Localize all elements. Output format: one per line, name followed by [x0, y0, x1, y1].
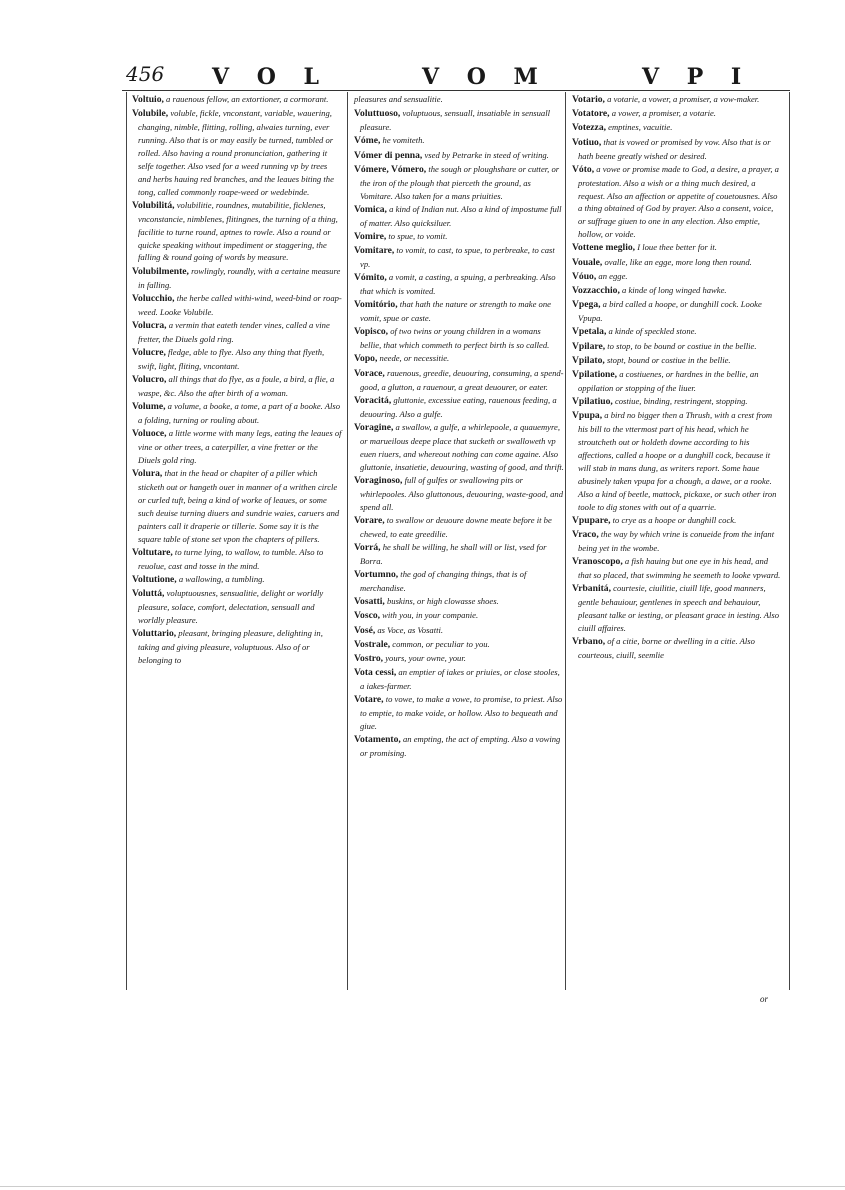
entry-definition: a kind of Indian nut. Also a kind of impostume full of matter. Also quicksiluer.	[360, 203, 562, 228]
entry-headword: Vorace,	[354, 367, 385, 379]
entry-headword: Vomitare,	[354, 245, 395, 257]
entry-headword: Voluttuoso,	[354, 108, 401, 120]
entry-definition: an emptier of iakes or priuies, or close stooles, a iakes-farmer.	[360, 667, 560, 692]
column-rule-right	[789, 92, 790, 990]
dictionary-entry	[352, 107, 564, 134]
entry-headword: Votario,	[572, 94, 605, 105]
dictionary-entry	[130, 346, 342, 373]
entry-headword: Vrbano,	[572, 636, 606, 648]
entry-headword: Voluoce,	[132, 428, 167, 440]
entry-headword: Vómito,	[354, 272, 387, 284]
dictionary-entry	[570, 270, 782, 284]
entry-definition: gluttonie, excessiue eating, rauenous feeding, a deuouring. Also a gulfe.	[360, 394, 557, 419]
entry-headword: Voluttá,	[132, 588, 165, 600]
entry-headword: Voragine,	[354, 421, 394, 433]
entry-definition: costiue, binding, restringent, stopping.	[612, 396, 748, 407]
dictionary-entry	[352, 149, 564, 163]
entry-headword: Vomire,	[354, 230, 387, 242]
entry-headword: Vpupare,	[572, 514, 611, 526]
entry-definition: to stop, to be bound or costiue in the bellie.	[605, 340, 757, 351]
entry-headword: Volucchio,	[132, 292, 175, 304]
dictionary-entry	[352, 541, 564, 568]
dictionary-entry	[130, 627, 342, 667]
entry-definition: voluble, fickle, vnconstant, variable, wauering, changing, nimble, flitting, rolling, alwaies turning, ever running. Also that is or may easily be turned, tumbled or rolled. Also having a round pronunciation, gathering it selfe together. Also vsed for a weed running vp by trees and herbs hauing red branches, and the leaues biting the tong, called commonly roape-weed or wedebinde.	[138, 108, 334, 197]
entry-headword: Vota cessi,	[354, 667, 397, 679]
entry-headword: Vottene meglio,	[572, 242, 636, 254]
entry-headword: Vómere, Vómero,	[354, 163, 427, 175]
entry-headword: Vostrale,	[354, 638, 391, 650]
dictionary-entry	[130, 573, 342, 587]
dictionary-entry	[352, 298, 564, 325]
entry-definition: voluptuous, sensuall, insatiable in sensuall pleasure.	[360, 108, 550, 133]
dictionary-entry	[570, 284, 782, 298]
entry-headword: Vóto,	[572, 163, 595, 175]
running-head-right: V P I	[642, 64, 752, 90]
entry-definition: the sough or ploughshare or cutter, or the iron of the plough that pierceth the ground, as Vomitare. Also taken for a mans priuities.	[360, 163, 560, 201]
entry-definition: yours, your owne, your.	[383, 652, 466, 663]
dictionary-entry	[352, 367, 564, 394]
dictionary-entry	[130, 292, 342, 319]
entry-headword: Vorrá,	[354, 541, 381, 553]
entry-headword: Volura,	[132, 468, 163, 480]
entry-headword: Volubilitá,	[132, 199, 175, 211]
dictionary-entry	[352, 244, 564, 271]
entry-definition: that in the head or chapiter of a piller which sticketh out or hangeth ouer in manner of a writhen circle or curled tuft, being a kind of worke of leaues, or some such deuise turning diuers and sundrie waies, caruers and painters call it draperie or tillerie. Some say it is the square table of stone set vpon the chapters of pillers.	[138, 468, 340, 544]
dictionary-entry	[352, 271, 564, 298]
dictionary-entry	[130, 373, 342, 400]
dictionary-entry	[352, 163, 564, 203]
entry-definition: a vowe or promise made to God, a desire, a prayer, a protestation. Also a wish or a thing much desired, a request. Also an affection or appetite of couetousnes. Also a thing obtained of God by prayer. Also a consent, voice, or suffrage giuen to one in any election. Also emptie, hollow, or voide.	[578, 163, 779, 240]
entry-definition: neede, or necessitie.	[377, 353, 450, 364]
dictionary-entry	[130, 265, 342, 292]
entry-headword: Vpilare,	[572, 340, 606, 352]
dictionary-entry	[352, 624, 564, 638]
entry-definition: full of gulfes or swallowing pits or whirlepooles. Also gluttonous, deuouring, waste-good, and spend all.	[360, 474, 563, 512]
entry-definition: emptines, vacuitie.	[606, 122, 673, 133]
dictionary-entry	[570, 298, 782, 325]
entry-definition: he vomiteth.	[380, 135, 425, 146]
dictionary-entry	[570, 368, 782, 395]
entry-headword: Voracitá,	[354, 394, 392, 406]
entry-definition: pleasures and sensualitie.	[354, 94, 443, 104]
dictionary-entry	[352, 230, 564, 244]
dictionary-entry	[570, 582, 782, 635]
entry-definition: common, or peculiar to you.	[390, 638, 490, 649]
dictionary-entry	[570, 256, 782, 270]
entry-headword: Vosco,	[354, 610, 381, 622]
entry-headword: Vomica,	[354, 203, 387, 215]
dictionary-entry	[352, 568, 564, 595]
dictionary-entry	[352, 325, 564, 352]
entry-definition: a wallowing, a tumbling.	[176, 574, 265, 585]
entry-definition: volubilitie, roundnes, mutabilitie, ficklenes, vnconstancie, nimblenes, flitingnes, the turning of a thing, facilitie to turne round, aptnes to rowle. Also a round or quicke speaking without impediment or staggering, the falling & round going of words by measure.	[138, 199, 338, 263]
entry-definition: I loue thee better for it.	[635, 242, 717, 253]
entry-definition: to crye as a hoope or dunghill cock.	[610, 514, 737, 525]
dictionary-entry	[352, 666, 564, 693]
dictionary-entry	[570, 163, 782, 241]
dictionary-entry	[352, 693, 564, 733]
dictionary-entry	[570, 395, 782, 409]
dictionary-entry	[352, 652, 564, 666]
entry-headword: Vorare,	[354, 514, 385, 526]
scan-edge	[0, 1186, 845, 1187]
entry-headword: Vosé,	[354, 624, 376, 636]
dictionary-entry	[570, 241, 782, 255]
entry-definition: vsed by Petrarke in steed of writing.	[422, 149, 549, 160]
dictionary-entry	[570, 409, 782, 513]
entry-definition: a votarie, a vower, a promiser, a vow-maker.	[604, 94, 760, 104]
dictionary-entry	[570, 528, 782, 555]
entry-definition: stopt, bound or costiue in the bellie.	[604, 354, 731, 365]
entry-definition: that is vowed or promised by vow. Also that is or hath beene greatly wished or desired.	[578, 136, 771, 161]
entry-headword: Voltuio,	[132, 94, 164, 105]
column-rule-2	[565, 92, 566, 990]
entry-definition: courtesie, ciuilitie, ciuill life, good manners, gentle behauiour, gentlenes in speech and behauiour, pleasant talke or iesting, or pleasant grace in iesting. Also ciuill affaires.	[578, 583, 780, 633]
entry-headword: Volume,	[132, 401, 166, 413]
entry-headword: Voltutare,	[132, 547, 173, 559]
entry-headword: Voltutione,	[132, 574, 177, 586]
catchword: or	[760, 994, 769, 1004]
dictionary-entry	[130, 107, 342, 198]
entry-definition: to vomit, to cast, to spue, to perbreake, to cast vp.	[360, 245, 555, 269]
dictionary-entry	[130, 467, 342, 545]
entry-headword: Vopisco,	[354, 326, 389, 338]
entry-definition: rowlingly, roundly, with a certaine measure in falling.	[138, 265, 341, 290]
dictionary-entry	[570, 93, 782, 107]
entry-headword: Vóme,	[354, 135, 381, 147]
entry-headword: Vouale,	[572, 256, 603, 268]
dictionary-entry	[352, 733, 564, 760]
entry-definition: with you, in your companie.	[380, 610, 479, 621]
entry-definition: a rauenous fellow, an extortioner, a cormorant.	[163, 94, 329, 104]
entry-headword: Vozzacchio,	[572, 285, 620, 297]
entry-headword: Vomitório,	[354, 299, 398, 311]
entry-definition: a fish hauing but one eye in his head, and that so placed, that swimming he seemeth to looke vpward.	[578, 556, 781, 581]
entry-headword: Voluttario,	[132, 628, 177, 640]
entry-definition: he shall be willing, he shall will or list, vsed for Borra.	[360, 541, 547, 566]
entry-headword: Vrbanitá,	[572, 583, 611, 595]
entry-headword: Volucra,	[132, 319, 167, 331]
entry-definition: as Voce, as Vosatti.	[375, 624, 444, 635]
entry-headword: Vómer di penna,	[354, 149, 423, 161]
entry-definition: ovalle, like an egge, more long then round.	[602, 256, 752, 267]
dictionary-entry	[130, 93, 342, 107]
entry-definition: pleasant, bringing pleasure, delighting in, taking and giving pleasure, voluptuous. Also of or belonging to	[138, 628, 323, 666]
dictionary-entry	[130, 319, 342, 346]
dictionary-entry	[352, 352, 564, 366]
dictionary-entry	[570, 340, 782, 354]
dictionary-entry	[130, 587, 342, 627]
running-head-center: V O M	[422, 64, 548, 90]
entry-headword: Vraco,	[572, 529, 599, 541]
entry-headword: Volucro,	[132, 374, 167, 386]
entry-definition: all things that do flye, as a foule, a bird, a flie, a waspe, &c. Also the after birth of a woman.	[138, 374, 335, 399]
entry-headword: Vopo,	[354, 353, 378, 365]
entry-definition: a bird no bigger then a Thrush, with a crest from his bill to the vttermost part of his head, which he stroutcheth out or holdeth downe according to his affections, called a hoope or a dunghill cock, because it will stab in mans dung, as writers report. Some haue abusinely taken vpupa for a chough, a dawe, or a rooke. Also a kind of beetle, mattock, pickaxe, or such other iron toole to dig stones with out of a quarrie.	[578, 410, 777, 512]
entry-definition: the herbe called withi-wind, weed-bind or roap-weed. Looke Volubile.	[138, 292, 342, 317]
dictionary-entry	[570, 325, 782, 339]
page-header	[122, 62, 790, 92]
entry-headword: Vpilatiuo,	[572, 396, 613, 408]
entry-definition: to spue, to vomit.	[386, 230, 448, 241]
entry-headword: Vranoscopo,	[572, 556, 623, 568]
entry-definition: a vower, a promiser, a votarie.	[609, 108, 716, 119]
header-rule	[122, 90, 790, 91]
entry-definition: that hath the nature or strength to make one vomit, spue or caste.	[360, 299, 551, 324]
entry-headword: Vostro,	[354, 652, 384, 664]
dictionary-entry	[570, 354, 782, 368]
entry-definition: to swallow or deuoure downe meate before it be chewed, to eate greedilie.	[360, 514, 552, 539]
entry-definition: a costiuenes, or hardnes in the bellie, an oppilation or stopping of the liuer.	[578, 368, 759, 393]
dictionary-entry	[352, 93, 564, 107]
entry-definition: the god of changing things, that is of merchandise.	[360, 569, 527, 593]
entry-definition: an empting, the act of empting. Also a vowing or promising.	[360, 734, 561, 759]
column-rule-1	[347, 92, 348, 990]
running-head-left: V O L	[212, 64, 330, 90]
entry-headword: Vosatti,	[354, 596, 385, 608]
entry-headword: Votatore,	[572, 108, 610, 120]
dictionary-entry	[130, 427, 342, 467]
entry-headword: Vpupa,	[572, 410, 603, 422]
dictionary-entry	[130, 199, 342, 265]
dictionary-entry	[352, 421, 564, 474]
entry-definition: a swallow, a gulfe, a whirlepoole, a quauemyre, or marueilous deepe place that sucketh or swalloweth vp euen riuers, and whereout nothing can come againe. Also gluttonie, insatietie, deuouring, wasting of good, and thrift.	[360, 421, 564, 472]
entry-headword: Vpilato,	[572, 354, 605, 366]
entry-definition: of two twins or young children in a womans bellie, that which commeth to perfect birth is so called.	[360, 326, 550, 351]
entry-headword: Vortumno,	[354, 569, 399, 581]
entry-headword: Volucre,	[132, 347, 166, 358]
entry-headword: Vpilatione,	[572, 368, 618, 380]
dictionary-entry	[352, 514, 564, 541]
entry-headword: Volubilmente,	[132, 265, 189, 277]
dictionary-entry	[570, 107, 782, 121]
entry-definition: fledge, able to flye. Also any thing that flyeth, swift, light, fliting, vncontant.	[138, 347, 325, 371]
entry-definition: a bird called a hoope, or dunghill cock. Looke Vpupa.	[578, 299, 762, 324]
entry-headword: Volubile,	[132, 108, 169, 120]
entry-headword: Vpega,	[572, 299, 601, 311]
entry-headword: Votezza,	[572, 122, 607, 134]
dictionary-entry	[570, 555, 782, 582]
entry-definition: to vowe, to make a vowe, to promise, to priest. Also to emptie, to make voide, or hollow. Also to bequeath and giue.	[360, 694, 563, 732]
entry-definition: the way by which vrine is conueide from the infant being yet in the wombe.	[578, 529, 775, 553]
entry-definition: buskins, or high clowasse shoes.	[384, 596, 499, 607]
entry-definition: voluptuousnes, sensualitie, delight or worldly pleasure, solace, comfort, delectation, sensuall and worldly pleasure.	[138, 588, 324, 626]
dictionary-entry	[352, 638, 564, 652]
dictionary-entry	[352, 203, 564, 230]
entry-definition: a vermin that eateth tender vines, called a vine fretter, the Diuels gold ring.	[138, 319, 330, 344]
dictionary-entry	[570, 121, 782, 135]
entry-definition: rauenous, greedie, deuouring, consuming, a spend-good, a glutton, a rauenour, a great deuourer, or eater.	[360, 367, 564, 392]
dictionary-entry	[130, 400, 342, 427]
column-3	[570, 93, 782, 662]
entry-definition: to turne lying, to wallow, to tumble. Also to reuolue, cast and tosse in the mind.	[138, 547, 324, 571]
column-1	[130, 93, 342, 667]
entry-definition: a volume, a booke, a tome, a part of a booke. Also a folding, turning or rouling about.	[138, 401, 341, 426]
entry-definition: a vomit, a casting, a spuing, a perbreaking. Also that which is vomited.	[360, 272, 556, 297]
dictionary-entry	[570, 514, 782, 528]
dictionary-entry	[352, 474, 564, 514]
dictionary-entry	[570, 635, 782, 662]
dictionary-entry	[352, 595, 564, 609]
entry-headword: Vóuo,	[572, 270, 597, 282]
dictionary-entry	[352, 609, 564, 623]
dictionary-entry	[570, 136, 782, 163]
dictionary-entry	[352, 394, 564, 421]
column-2	[352, 93, 564, 760]
entry-definition: a kinde of long winged hawke.	[619, 285, 727, 296]
entry-headword: Voraginoso,	[354, 474, 403, 486]
dictionary-entry	[352, 134, 564, 148]
entry-headword: Votiuo,	[572, 136, 602, 148]
entry-definition: a kinde of speckled stone.	[606, 326, 697, 337]
entry-definition: of a citie, borne or dwelling in a citie. Also courteous, ciuill, seemlie	[578, 636, 755, 661]
column-rule-left	[126, 92, 127, 990]
entry-headword: Votamento,	[354, 734, 401, 746]
page-number: 456	[126, 62, 165, 86]
entry-headword: Vpetala,	[572, 326, 607, 338]
entry-headword: Votare,	[354, 694, 384, 706]
dictionary-entry	[130, 546, 342, 573]
entry-definition: an egge.	[596, 270, 628, 281]
entry-definition: a little worme with many legs, eating the leaues of vine or other trees, a caterpiller, a vine fretter or the Diuels gold ring.	[138, 428, 342, 466]
